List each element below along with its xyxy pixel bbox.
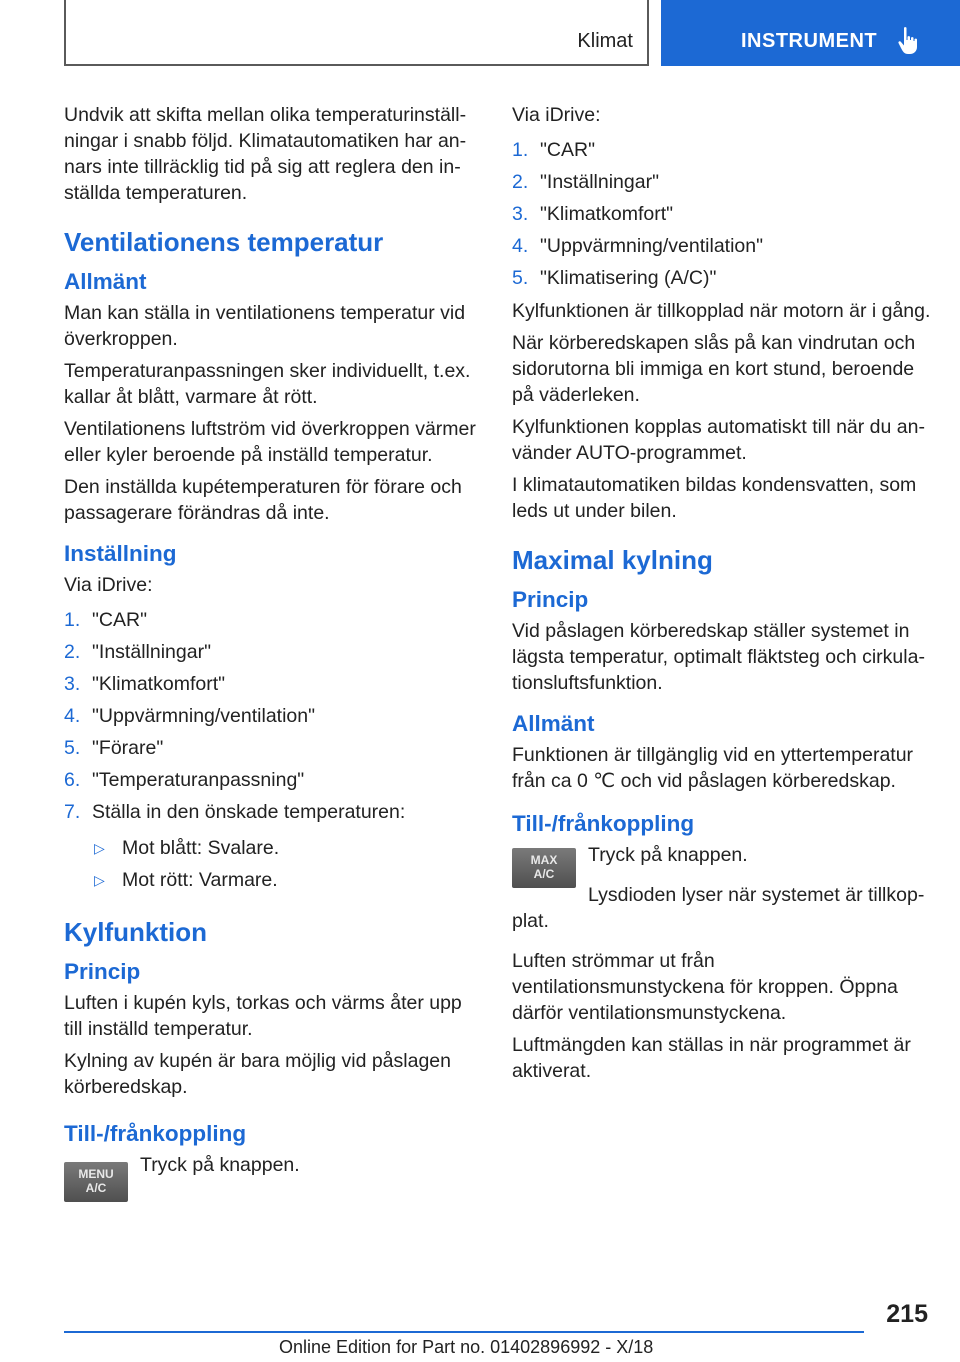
paragraph: När körberedskapen slås på kan vindrutan och sidorutorna bli immiga en kort stund, beroende på väderleken.: [512, 332, 916, 406]
list-item: 4. "Uppvärmning/ventilation": [512, 235, 764, 257]
subheading-general: Allmänt: [64, 269, 147, 294]
list-item: 5. "Klimatisering (A/C)": [512, 267, 717, 289]
paragraph: Funktionen är tillgänglig vid en yttertemperatur från ca 0 ℃ och vid påslagen körberedskap.: [512, 744, 914, 792]
paragraph: Man kan ställa in ventilationens temperatur vid överkroppen.: [64, 302, 466, 350]
list-item: 3. "Klimatkomfort": [64, 673, 226, 695]
paragraph: Ventilationens luftström vid överkroppen värmer eller kyler beroende på inställd temperatur.: [64, 418, 476, 466]
paragraph: Luftmängden kan ställas in när programmet är aktiverat.: [512, 1034, 911, 1082]
list-item: 1. "CAR": [64, 609, 148, 631]
via-idrive-text: Via iDrive:: [512, 104, 601, 126]
list-item: 2. "Inställningar": [64, 641, 211, 663]
header-section-label: INSTRUMENT: [741, 30, 878, 52]
list-item: ▷ Mot rött: Varmare.: [92, 864, 484, 896]
paragraph: I klimatautomatiken bildas kondensvatten, som leds ut under bilen.: [512, 474, 917, 522]
subheading-on-off: Till-/frånkoppling: [64, 1121, 247, 1146]
right-column: [512, 102, 932, 1090]
paragraph: Luften i kupén kyls, torkas och värms åter upp till inställd temperatur.: [64, 992, 462, 1040]
steps-list: [512, 134, 932, 294]
header-chapter-box: [64, 0, 649, 66]
edition-text: Online Edition for Part no. 01402896992 - X/18: [279, 1337, 654, 1357]
footer-divider: [64, 1331, 864, 1333]
subheading-setting: Inställning: [64, 541, 177, 566]
pointing-hand-icon: [897, 26, 921, 56]
list-item: 2. "Inställningar": [512, 171, 659, 193]
list-item: ▷ Mot blått: Svalare.: [92, 832, 484, 864]
paragraph: Kylning av kupén är bara möjlig vid påslagen körberedskap.: [64, 1050, 451, 1098]
via-idrive-text: Via iDrive:: [64, 574, 153, 596]
triangle-bullet-icon: ▷: [94, 872, 105, 888]
subheading-on-off: Till-/frånkoppling: [512, 811, 695, 836]
header-section-tab: [661, 0, 960, 66]
page-number: 215: [886, 1300, 928, 1328]
menu-ac-button-icon: MENU A/C: [64, 1162, 128, 1202]
press-button-text: Tryck på knappen.: [588, 844, 748, 866]
paragraph: Den inställda kupétemperaturen för förare och passagerare förändras då inte.: [64, 476, 462, 524]
header-chapter: Klimat: [577, 30, 633, 52]
heading-cooling-function: Kylfunktion: [64, 917, 207, 947]
left-column: [64, 102, 484, 1196]
list-item: 4. "Uppvärmning/ventilation": [64, 705, 316, 727]
list-item: 5. "Förare": [64, 737, 164, 759]
paragraph: Kylfunktionen är tillkopplad när motorn är i gång.: [512, 300, 931, 322]
paragraph: Vid påslagen körberedskap ställer systemet in lägsta temperatur, optimalt fläktsteg och cirkulationsluftsfunktion.: [512, 620, 925, 694]
intro-paragraph: Undvik att skifta mellan olika temperaturinställningar i snabb följd. Klimatautomatiken har annars inte tillräcklig tid på sig att reglera den inställda temperaturen.: [64, 104, 467, 204]
heading-maximum-cooling: Maximal kylning: [512, 545, 713, 575]
led-text: Lysdioden lyser när systemet är tillkopplat.: [512, 884, 925, 932]
list-item: 6. "Temperaturanpassning": [64, 769, 305, 791]
press-button-text: Tryck på knappen.: [140, 1154, 300, 1176]
paragraph: Luften strömmar ut från ventilationsmunstyckena för kroppen. Öppna därför ventilationsmunstyckena.: [512, 950, 898, 1024]
bullet-list: [64, 832, 484, 896]
paragraph: Temperaturanpassningen sker individuellt, t.ex. kallar åt blått, varmare åt rött.: [64, 360, 471, 408]
triangle-bullet-icon: ▷: [94, 840, 105, 856]
list-item: 3. "Klimatkomfort": [512, 203, 674, 225]
list-item: 1. "CAR": [512, 139, 596, 161]
subheading-principle: Princip: [512, 587, 589, 612]
heading-ventilation-temperature: Ventilationens temperatur: [64, 227, 384, 257]
steps-list: [64, 604, 484, 828]
max-ac-button-icon: MAX A/C: [512, 848, 576, 888]
max-ac-button-row: [512, 842, 932, 886]
paragraph: Kylfunktionen kopplas automatiskt till när du använder AUTO-programmet.: [512, 416, 925, 464]
menu-ac-button-row: [64, 1152, 484, 1196]
subheading-general: Allmänt: [512, 711, 595, 736]
subheading-principle: Princip: [64, 959, 141, 984]
list-item: 7. Ställa in den önskade temperaturen:: [64, 801, 406, 823]
